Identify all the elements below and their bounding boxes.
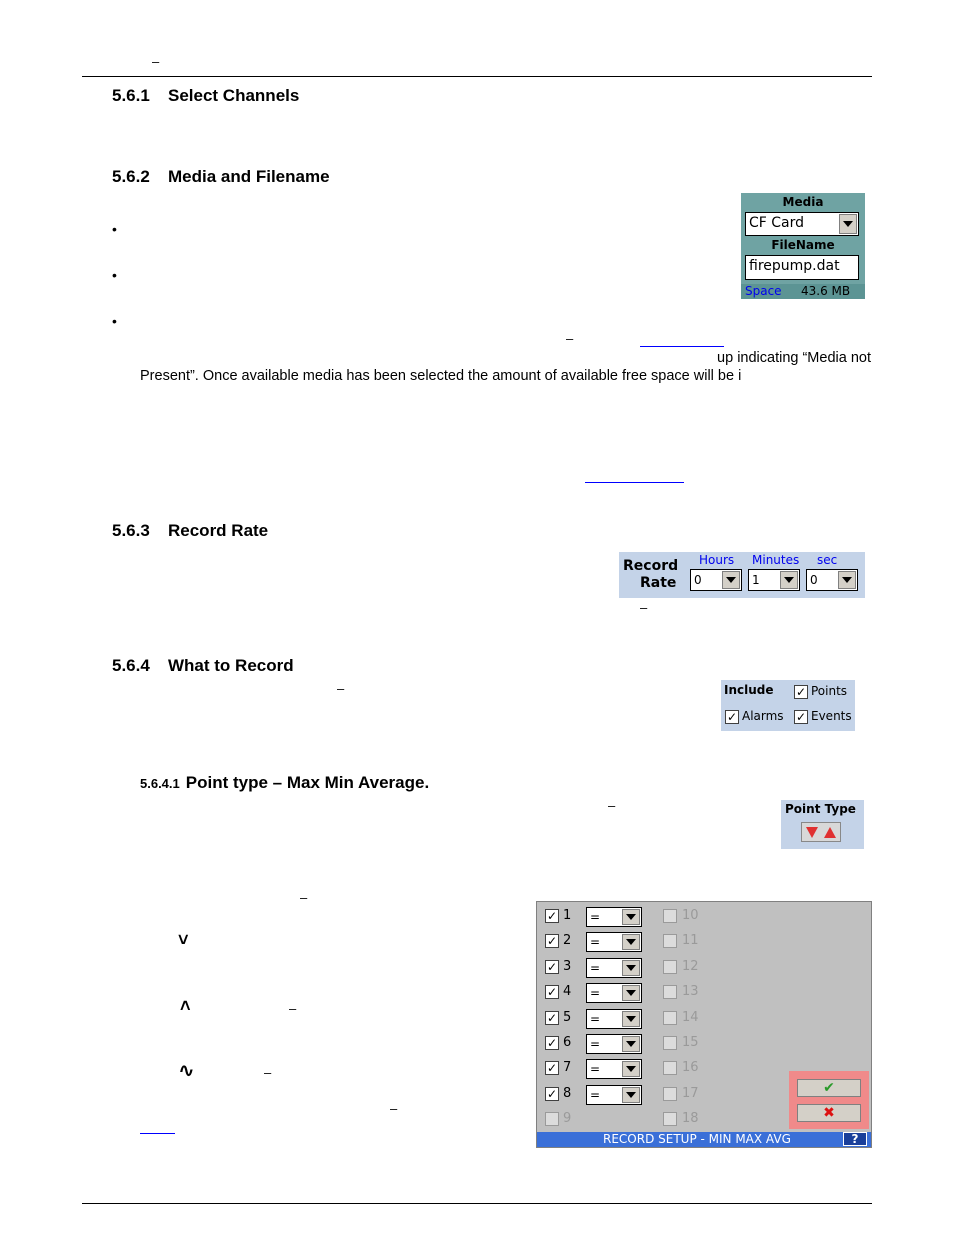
hyperlink-underline[interactable] xyxy=(140,1133,175,1134)
bullet: • xyxy=(112,221,117,237)
heading-media-filename xyxy=(112,167,330,187)
heading-point-type xyxy=(140,773,429,793)
status-bar xyxy=(537,1132,871,1147)
hyperlink-underline[interactable] xyxy=(585,482,684,483)
space-label: Space xyxy=(745,284,782,298)
heading-text: Record Rate xyxy=(168,521,269,540)
chevron-down-icon[interactable] xyxy=(622,1061,640,1077)
channel-type-value: = xyxy=(590,1087,601,1102)
channel-checkbox[interactable]: ✓ xyxy=(546,1036,558,1050)
media-label: Media xyxy=(782,195,824,209)
header-rule xyxy=(82,76,872,77)
heading-text: Point type – Max Min Average. xyxy=(185,773,430,792)
channel-row xyxy=(543,985,653,1005)
channel-type-value: = xyxy=(590,1037,601,1051)
bullet: • xyxy=(112,267,117,283)
channel-row xyxy=(543,1011,653,1031)
channel-checkbox[interactable] xyxy=(663,960,677,974)
heading-text: Select Channels xyxy=(168,86,300,105)
space-row xyxy=(741,284,865,299)
channel-checkbox[interactable] xyxy=(663,1036,677,1050)
heading-record-rate xyxy=(112,521,268,541)
media-select-value: CF Card xyxy=(749,215,805,231)
minutes-select[interactable] xyxy=(748,569,800,591)
channel-number: 15 xyxy=(682,1035,699,1050)
chevron-down-icon[interactable] xyxy=(722,571,740,589)
text-dash: – xyxy=(640,600,648,615)
help-button[interactable]: ? xyxy=(843,1132,867,1146)
channel-row xyxy=(661,1112,721,1132)
point-type-button[interactable] xyxy=(801,822,841,842)
chevron-down-icon[interactable] xyxy=(780,571,798,589)
heading-text: What to Record xyxy=(168,656,294,675)
channel-number: 6 xyxy=(563,1035,572,1050)
channel-type-value: = xyxy=(590,1011,601,1026)
chevron-down-icon[interactable] xyxy=(622,909,640,925)
channel-row xyxy=(543,1112,653,1132)
channel-row xyxy=(543,934,653,954)
heading-number: 5.6.1 xyxy=(112,86,150,105)
channel-number: 17 xyxy=(682,1085,699,1101)
channel-number: 18 xyxy=(682,1111,699,1127)
filename-label: FileName xyxy=(771,238,835,252)
chevron-down-icon[interactable] xyxy=(622,985,640,1001)
chevron-down-icon[interactable] xyxy=(839,214,857,234)
channel-row xyxy=(543,1087,653,1107)
channel-row xyxy=(661,934,721,954)
channel-row xyxy=(661,960,721,980)
ok-cancel-group xyxy=(789,1071,869,1129)
channel-row xyxy=(661,1087,721,1107)
alarms-label: Alarms xyxy=(742,709,784,723)
chevron-down-icon[interactable] xyxy=(622,960,640,976)
record-setup-screen xyxy=(536,901,872,1148)
record-rate-title: Record xyxy=(623,558,679,574)
channel-number: 2 xyxy=(563,933,572,949)
sec-value: 0 xyxy=(810,573,818,587)
text-dash: – xyxy=(390,1101,398,1116)
channel-checkbox[interactable] xyxy=(663,1087,677,1101)
min-max-icon xyxy=(802,823,840,841)
point-type-panel xyxy=(781,800,864,849)
bullet: • xyxy=(112,313,117,329)
channel-type-select[interactable] xyxy=(586,1009,642,1029)
chevron-down-icon[interactable] xyxy=(622,1036,640,1052)
media-paragraph-line1: up indicating “Media not xyxy=(717,350,871,366)
channel-number: 16 xyxy=(682,1060,699,1076)
channel-checkbox[interactable] xyxy=(663,985,677,999)
channel-checkbox[interactable]: ✓ xyxy=(546,934,558,949)
check-icon: ✔ xyxy=(823,1080,835,1096)
channel-type-value: = xyxy=(590,910,601,924)
channel-number: 9 xyxy=(563,1111,572,1127)
channel-type-value: = xyxy=(590,935,601,950)
channel-row xyxy=(661,909,721,929)
text-dash: – xyxy=(289,1001,297,1016)
channel-number: 1 xyxy=(563,908,572,923)
filename-value: firepump.dat xyxy=(749,258,840,274)
channel-type-select[interactable] xyxy=(586,1085,642,1105)
chevron-down-icon[interactable] xyxy=(622,1011,640,1027)
points-label: Points xyxy=(811,684,848,698)
max-icon: ˄ xyxy=(180,996,191,1016)
sec-select[interactable] xyxy=(806,569,858,591)
channel-row xyxy=(661,1061,721,1081)
channel-checkbox[interactable]: ✓ xyxy=(546,1061,558,1076)
channel-type-select[interactable] xyxy=(586,907,642,927)
heading-what-to-record xyxy=(112,656,294,676)
text-dash: – xyxy=(264,1065,272,1080)
text-dash: – xyxy=(566,331,574,346)
channel-row xyxy=(543,1036,653,1056)
point-type-title: Point Type xyxy=(785,802,856,816)
media-select[interactable] xyxy=(745,212,859,236)
channel-number: 5 xyxy=(563,1009,572,1025)
text-dash: – xyxy=(608,798,616,813)
events-label: Events xyxy=(811,709,852,723)
include-title: Include xyxy=(724,683,774,697)
close-icon: ✖ xyxy=(823,1105,835,1121)
media-panel xyxy=(741,193,865,299)
heading-number: 5.6.4 xyxy=(112,656,150,675)
header-dash: – xyxy=(152,54,160,69)
hours-value: 0 xyxy=(694,573,702,587)
channel-type-value: = xyxy=(590,986,601,1001)
channel-number: 10 xyxy=(682,908,699,923)
media-paragraph-line2: Present”. Once available media has been selected the amount of available free space will be i xyxy=(140,368,742,384)
heading-text: Media and Filename xyxy=(168,167,330,186)
channel-checkbox[interactable] xyxy=(663,1011,677,1025)
channel-row xyxy=(661,985,721,1005)
chevron-down-icon[interactable] xyxy=(622,1087,640,1103)
channel-number: 12 xyxy=(682,958,699,974)
record-rate-title: Rate xyxy=(640,575,677,591)
channel-type-value: = xyxy=(590,1062,601,1077)
text-dash: – xyxy=(300,890,308,905)
channel-number: 8 xyxy=(563,1085,572,1101)
channel-checkbox[interactable]: ✓ xyxy=(546,1010,558,1025)
channel-type-select[interactable] xyxy=(586,958,642,978)
channel-type-select[interactable] xyxy=(586,1034,642,1054)
channel-type-select[interactable] xyxy=(586,932,642,952)
ok-button[interactable] xyxy=(797,1079,861,1097)
alarms-checkbox[interactable]: ✓ xyxy=(726,710,738,724)
footer-rule xyxy=(82,1203,872,1204)
screen-title: RECORD SETUP - MIN MAX AVG xyxy=(603,1132,791,1146)
record-rate-panel xyxy=(619,552,865,598)
points-checkbox[interactable]: ✓ xyxy=(795,685,807,699)
chevron-down-icon[interactable] xyxy=(622,934,640,950)
filename-input[interactable] xyxy=(745,255,859,280)
channel-row xyxy=(543,909,653,929)
cancel-button[interactable] xyxy=(797,1104,861,1122)
channel-checkbox[interactable] xyxy=(545,1112,559,1126)
channel-checkbox[interactable]: ✓ xyxy=(546,909,558,923)
channel-row xyxy=(543,1061,653,1081)
space-value: 43.6 MB xyxy=(801,284,851,298)
channel-number: 14 xyxy=(682,1009,699,1025)
channel-checkbox[interactable] xyxy=(663,909,677,923)
chevron-down-icon[interactable] xyxy=(838,571,856,589)
include-panel xyxy=(721,680,855,731)
channel-checkbox[interactable]: ✓ xyxy=(546,959,558,974)
hyperlink-underline[interactable] xyxy=(640,346,724,347)
heading-select-channels xyxy=(112,86,299,106)
channel-type-select[interactable] xyxy=(586,983,642,1003)
channel-checkbox[interactable] xyxy=(663,1112,677,1126)
minutes-label: Minutes xyxy=(752,553,800,567)
min-icon: ˅ xyxy=(178,930,189,950)
channel-row xyxy=(543,960,653,980)
channel-checkbox[interactable]: ✓ xyxy=(546,985,558,1000)
channel-row xyxy=(661,1036,721,1056)
channel-type-value: = xyxy=(590,960,601,975)
channel-number: 4 xyxy=(563,984,572,1000)
channel-checkbox[interactable] xyxy=(663,1061,677,1075)
channel-number: 3 xyxy=(563,958,572,974)
channel-checkbox[interactable] xyxy=(663,934,677,948)
channel-row xyxy=(661,1011,721,1031)
events-checkbox[interactable]: ✓ xyxy=(795,710,807,724)
channel-number: 7 xyxy=(563,1060,572,1076)
hours-select[interactable] xyxy=(690,569,742,591)
heading-number: 5.6.2 xyxy=(112,167,150,186)
heading-number: 5.6.3 xyxy=(112,521,150,540)
channel-number: 13 xyxy=(682,984,699,1000)
average-icon: ∿ xyxy=(178,1060,195,1082)
hours-label: Hours xyxy=(699,553,735,567)
heading-number: 5.6.4.1 xyxy=(140,776,180,791)
channel-type-select[interactable] xyxy=(586,1059,642,1079)
sec-label: sec xyxy=(817,553,838,567)
minutes-value: 1 xyxy=(752,573,760,587)
channel-number: 11 xyxy=(682,933,699,949)
text-dash: – xyxy=(337,681,345,696)
channel-checkbox[interactable]: ✓ xyxy=(546,1086,558,1101)
